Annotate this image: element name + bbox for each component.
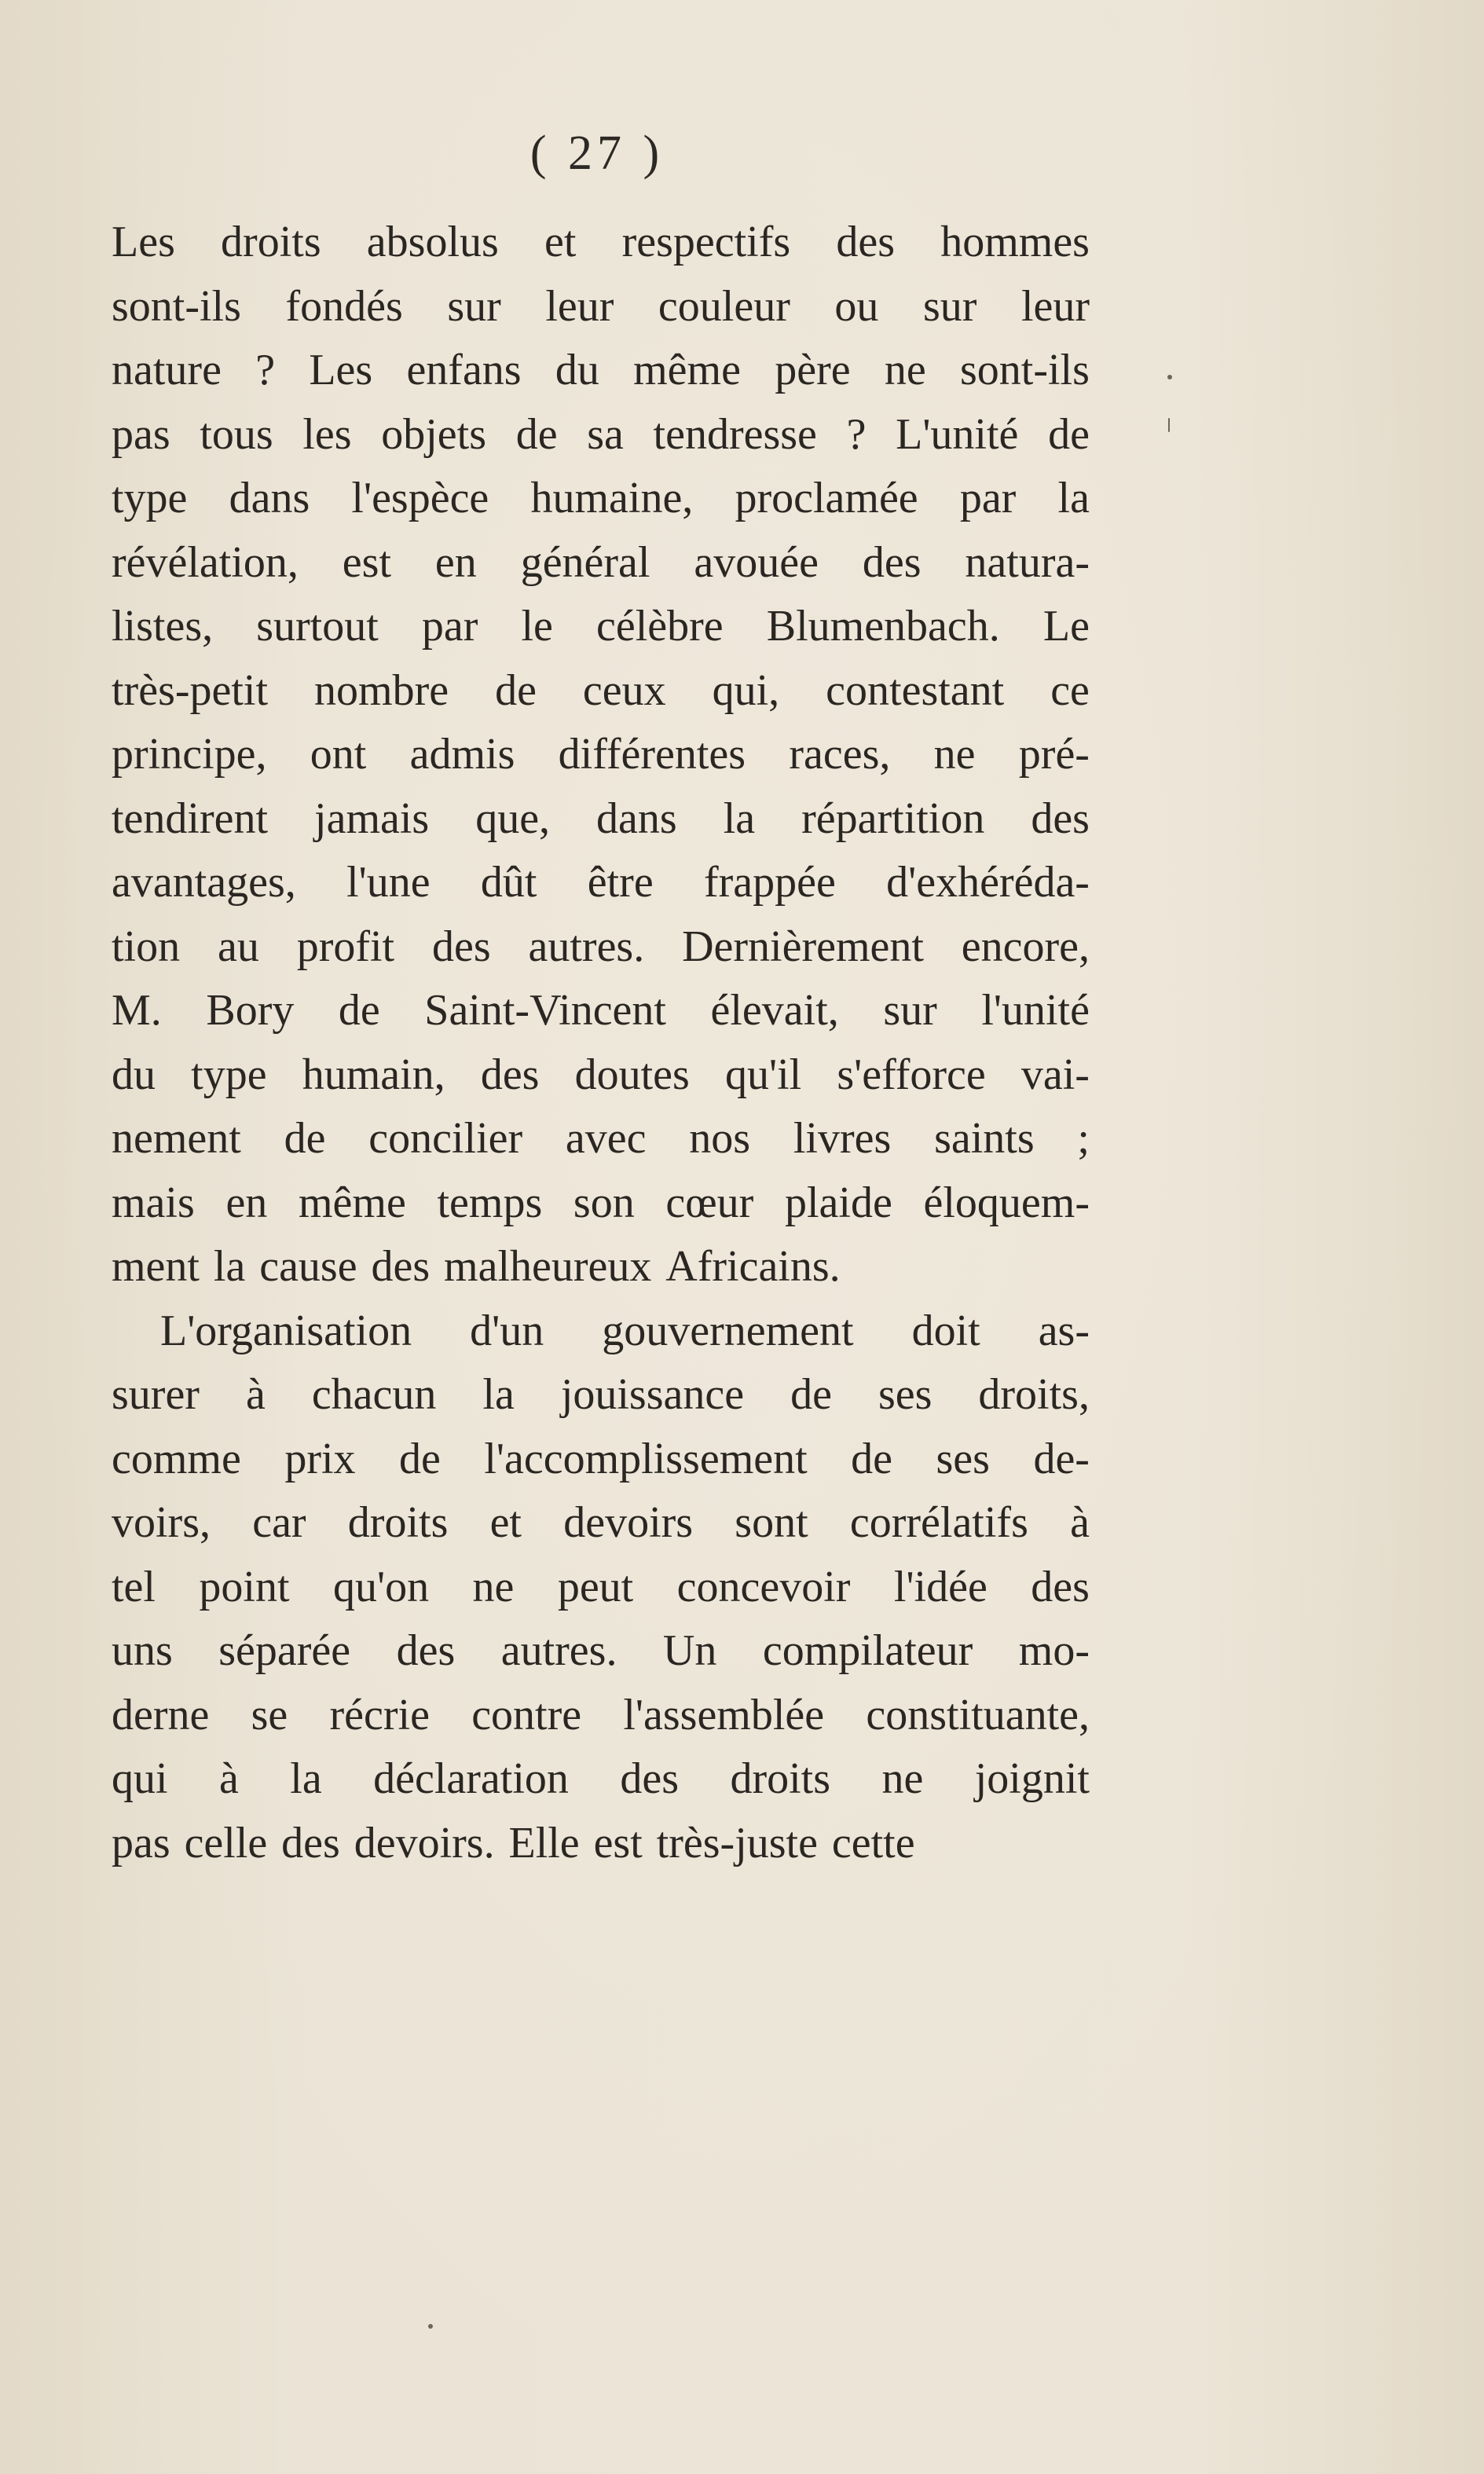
text-line: sont-ils fondés sur leur couleur ou sur leur	[112, 281, 1090, 331]
text-line: tion au profit des autres. Dernièrement encore,	[112, 922, 1090, 971]
body-text	[112, 211, 1090, 1875]
text-line: tendirent jamais que, dans la répartition des	[112, 794, 1090, 843]
text-line: pas tous les objets de sa tendresse ? L'unité de	[112, 409, 1090, 459]
text-line: type dans l'espèce humaine, proclamée par la	[112, 474, 1090, 522]
text-line: pas celle des devoirs. Elle est très-juste cette	[112, 1818, 915, 1867]
text-line: très-petit nombre de ceux qui, contestant ce	[112, 665, 1090, 715]
text-line: du type humain, des doutes qu'il s'efforce vai-	[112, 1050, 1090, 1099]
text-line: nature ? Les enfans du même père ne sont-ils	[112, 346, 1090, 394]
text-line: listes, surtout par le célèbre Blumenbach. Le	[112, 602, 1090, 651]
text-line: derne se récrie contre l'assemblée constituante,	[112, 1690, 1090, 1739]
text-line: ment la cause des malheureux Africains.	[112, 1242, 841, 1291]
text-line: révélation, est en général avouée des natura-	[112, 537, 1090, 587]
paragraph-1	[112, 211, 1090, 1299]
paper-speck	[1167, 375, 1172, 379]
paragraph-2	[112, 1299, 1090, 1876]
text-line: M. Bory de Saint-Vincent élevait, sur l'unité	[112, 986, 1090, 1035]
paper-speck	[1168, 418, 1170, 432]
text-line: uns séparée des autres. Un compilateur mo-	[112, 1626, 1090, 1675]
text-line: L'organisation d'un gouvernement doit as-	[160, 1306, 1090, 1355]
paper-speck	[428, 2324, 433, 2329]
text-line: voirs, car droits et devoirs sont corrélatifs à	[112, 1498, 1090, 1547]
text-line: tel point qu'on ne peut concevoir l'idée des	[112, 1562, 1090, 1611]
text-line: mais en même temps son cœur plaide éloquem-	[112, 1178, 1090, 1227]
text-line: avantages, l'une dût être frappée d'exhéréda-	[112, 858, 1090, 907]
text-line: qui à la déclaration des droits ne joignit	[112, 1754, 1090, 1803]
text-line: comme prix de l'accomplissement de ses de-	[112, 1434, 1090, 1483]
text-line: surer à chacun la jouissance de ses droits,	[112, 1370, 1090, 1419]
text-line: nement de concilier avec nos livres saints ;	[112, 1114, 1090, 1163]
text-line: Les droits absolus et respectifs des hommes	[112, 218, 1090, 266]
text-line: principe, ont admis différentes races, ne pré-	[112, 730, 1090, 779]
page-number: ( 27 )	[529, 126, 665, 180]
